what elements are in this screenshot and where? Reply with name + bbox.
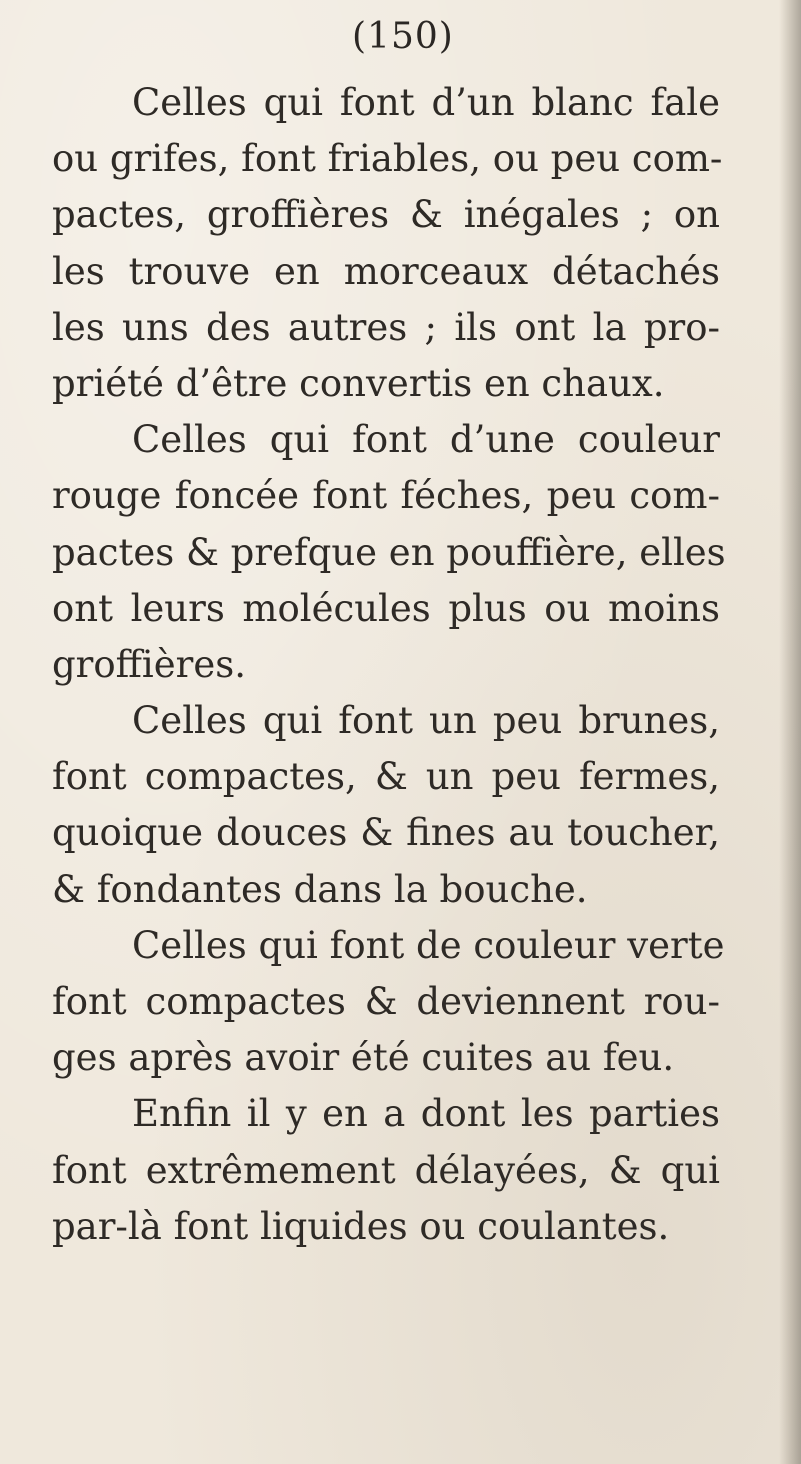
text-line: les uns des autres ; ils ont la pro-	[52, 305, 720, 349]
text-line: ges après avoir été cuites au feu.	[52, 1036, 675, 1080]
body-text	[52, 75, 726, 1255]
paragraph-red-clays	[52, 412, 726, 693]
text-line: rouge foncée font féches, peu com-	[52, 474, 720, 518]
text-line: quoique douces & fines au toucher,	[52, 811, 720, 855]
text-line: Celles qui font un peu brunes,	[132, 699, 720, 743]
text-line: Celles qui font d’une couleur	[132, 418, 720, 462]
text-line: les trouve en morceaux détachés	[52, 249, 720, 293]
text-line: font compactes, & un peu fermes,	[52, 755, 720, 799]
paragraph-liquid-clays	[52, 1086, 720, 1255]
text-line: groffières.	[52, 642, 246, 686]
text-line: priété d’être convertis en chaux.	[52, 361, 665, 405]
page-edge-shadow	[779, 0, 801, 1464]
paragraph-green-clays	[52, 918, 725, 1087]
text-line: pactes, groffières & inégales ; on	[52, 193, 720, 237]
text-line: Enfin il y en a dont les parties	[132, 1092, 720, 1136]
text-line: ou grifes, font friables, ou peu com-	[52, 137, 723, 181]
text-line: pactes & prefque en pouffière, elles	[52, 530, 726, 574]
paragraph-brown-clays	[52, 693, 720, 918]
text-line: Celles qui font de couleur verte	[132, 923, 725, 967]
text-line: font extrêmement délayées, & qui	[52, 1148, 720, 1192]
text-line: Celles qui font d’un blanc fale	[132, 81, 720, 124]
text-line: ont leurs molécules plus ou moins	[52, 586, 720, 630]
page-number: (150)	[352, 16, 454, 57]
paragraph-white-clays	[52, 75, 723, 412]
text-line: & fondantes dans la bouche.	[52, 867, 588, 911]
text-line: par-là font liquides ou coulantes.	[52, 1204, 670, 1248]
text-line: font compactes & deviennent rou-	[52, 980, 720, 1023]
